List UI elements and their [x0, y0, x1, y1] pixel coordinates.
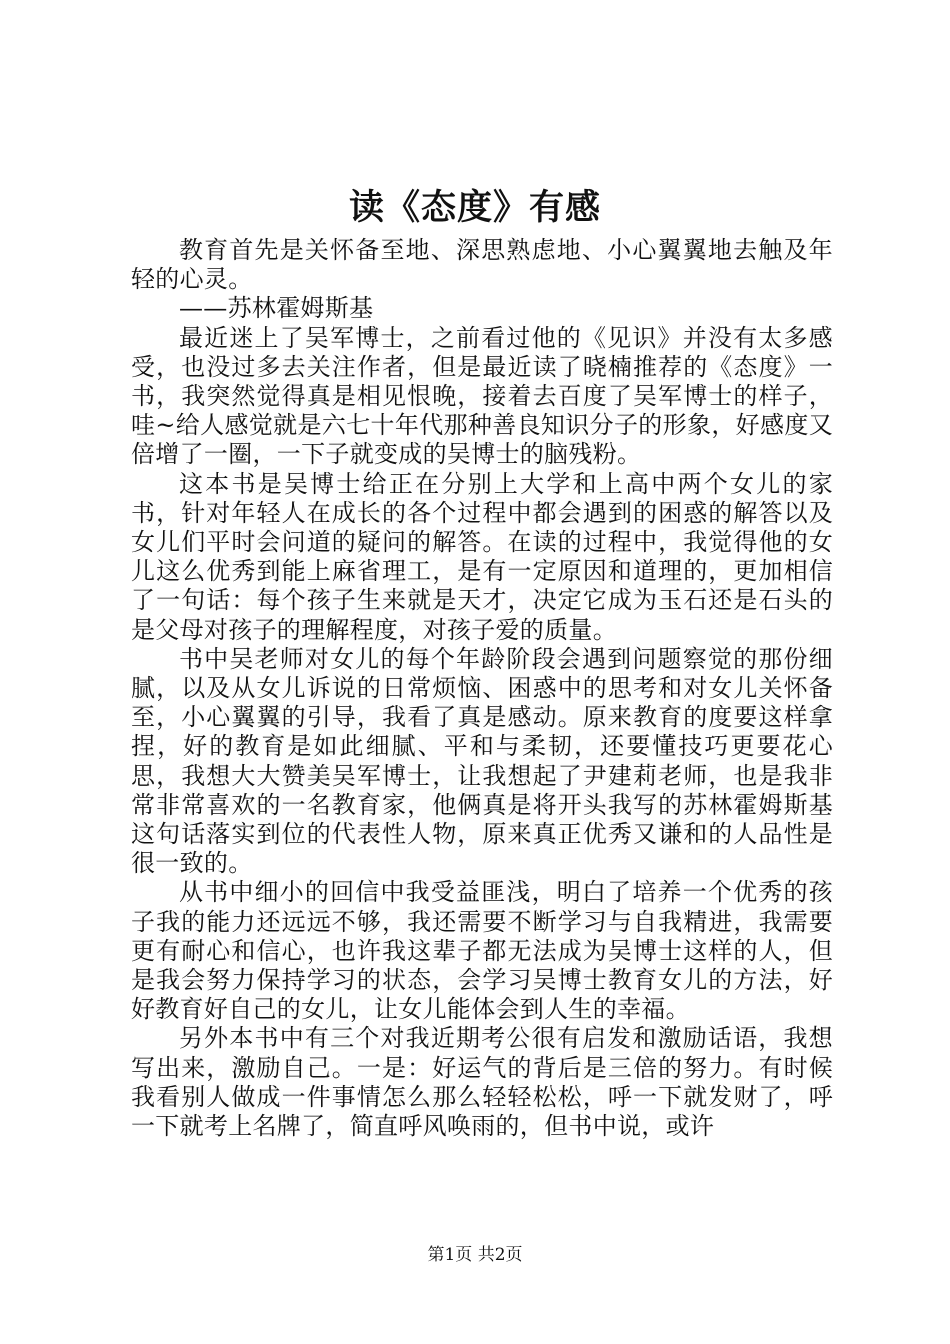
paragraph: 书中吴老师对女儿的每个年龄阶段会遇到问题察觉的那份细腻，以及从女儿诉说的日常烦恼、困惑中的思考和对女儿关怀备至，小心翼翼的引导，我看了真是感动。原来教育的度要这样拿捏，好的教育是如此细腻、平和与柔韧，还要懂技巧更要花心思，我想大大赞美吴军博士，让我想起了尹建莉老师，也是我非常非常喜欢的一名教育家，他俩真是将开头我写的苏林霍姆斯基这句话落实到位的代表性人物，原来真正优秀又谦和的人品性是很一致的。 [131, 644, 833, 878]
document-body [131, 236, 833, 1141]
paragraph: 这本书是吴博士给正在分别上大学和上高中两个女儿的家书，针对年轻人在成长的各个过程中都会遇到的困惑的解答以及女儿们平时会问道的疑问的解答。在读的过程中，我觉得他的女儿这么优秀到能上麻省理工，是有一定原因和道理的，更加相信了一句话：每个孩子生来就是天才，决定它成为玉石还是石头的是父母对孩子的理解程度，对孩子爱的质量。 [131, 469, 833, 644]
paragraph: 从书中细小的回信中我受益匪浅，明白了培养一个优秀的孩子我的能力还远远不够，我还需要不断学习与自我精进，我需要更有耐心和信心，也许我这辈子都无法成为吴博士这样的人，但是我会努力保持学习的状态，会学习吴博士教育女儿的方法，好好教育好自己的女儿，让女儿能体会到人生的幸福。 [131, 878, 833, 1024]
paragraph-epigraph: 教育首先是关怀备至地、深思熟虑地、小心翼翼地去触及年轻的心灵。 [131, 236, 833, 294]
page-footer: 第1页 共2页 [427, 1245, 523, 1265]
document-title: 读《态度》有感 [348, 187, 601, 228]
paragraph: 最近迷上了吴军博士，之前看过他的《见识》并没有太多感受，也没过多去关注作者，但是最近读了晓楠推荐的《态度》一书，我突然觉得真是相见恨晚，接着去百度了吴军博士的样子，哇~给人感觉就是六七十年代那种善良知识分子的形象，好感度又倍增了一圈，一下子就变成的吴博士的脑残粉。 [131, 323, 833, 469]
paragraph-attribution: ——苏林霍姆斯基 [179, 294, 374, 323]
paragraph: 另外本书中有三个对我近期考公很有启发和激励话语，我想写出来，激励自己。一是：好运气的背后是三倍的努力。有时候我看别人做成一件事情怎么那么轻轻松松，呼一下就发财了，呼一下就考上名牌了，简直呼风唤雨的，但书中说，或许 [131, 1024, 833, 1141]
